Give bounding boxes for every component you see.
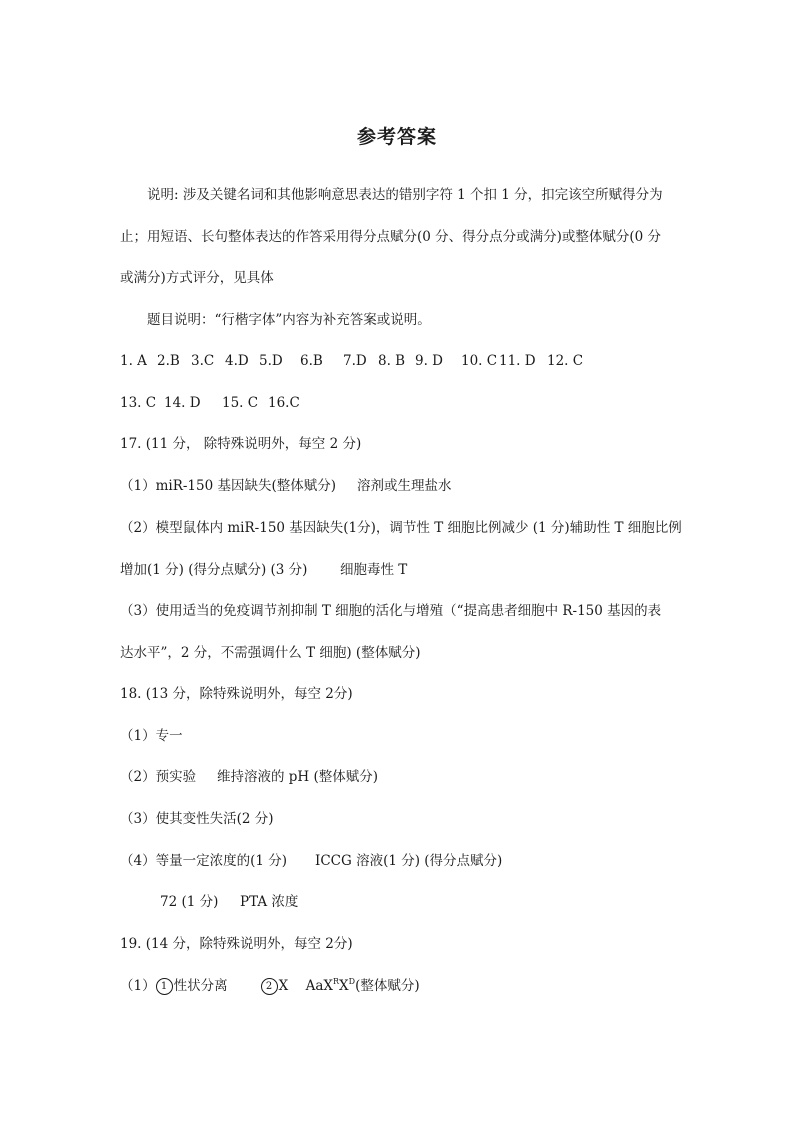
mc-answer: 15. C bbox=[222, 395, 259, 411]
genotype-superscript: D bbox=[348, 977, 356, 986]
genotype-base: AaX bbox=[305, 978, 334, 994]
answer-text: （2）预实验 bbox=[120, 769, 197, 785]
q17-part-3-line-2: 达水平”，2 分，不需强调什么 T 细胞) (整体赋分) bbox=[120, 645, 421, 661]
note-line-2: 止；用短语、长句整体表达的作答采用得分点赋分(0 分、得分点分或满分)或整体赋分(0 分 bbox=[120, 229, 662, 245]
mc-answer: 13. C bbox=[120, 395, 157, 411]
q17-heading: 17. (11 分， 除特殊说明外，每空 2 分) bbox=[120, 436, 362, 452]
q18-heading: 18. (13 分，除特殊说明外，每空 2分) bbox=[120, 686, 353, 702]
page-title: 参考答案 bbox=[356, 126, 437, 148]
q17-part-2-line-2 bbox=[120, 561, 407, 579]
mc-answer: 2.B bbox=[157, 353, 180, 369]
mc-answer: 12. C bbox=[547, 353, 584, 369]
answer-text: 细胞毒性 T bbox=[340, 562, 408, 578]
answer-text: 溶剂或生理盐水 bbox=[357, 478, 452, 494]
mc-answer: 7.D bbox=[343, 353, 367, 369]
mc-answer: 16.C bbox=[268, 395, 300, 411]
answer-text: （4）等量一定浓度的(1 分) bbox=[120, 853, 288, 869]
q19-part-1 bbox=[120, 977, 420, 995]
mc-answer: 1. A bbox=[120, 353, 147, 369]
q18-part-4-continued bbox=[160, 893, 298, 911]
q18-part-2 bbox=[120, 768, 378, 786]
q17-part-1 bbox=[120, 477, 452, 495]
circled-number-1: 1 bbox=[156, 978, 173, 995]
mc-row-2 bbox=[120, 394, 300, 412]
mc-answer: 6.B bbox=[300, 353, 323, 369]
q17-part-3-line-1: （3）使用适当的免疫调节剂抑制 T 细胞的活化与增殖（“提高患者细胞中 R-150 基因的表 bbox=[120, 603, 662, 619]
mc-answer: 9. D bbox=[415, 353, 443, 369]
answer-text: X bbox=[278, 978, 289, 994]
q18-part-3: （3）使其变性失活(2 分) bbox=[120, 811, 274, 827]
mc-answer: 8. B bbox=[378, 353, 406, 369]
genotype-superscript: R bbox=[333, 977, 340, 986]
mc-answer: 10. C bbox=[461, 353, 498, 369]
q18-part-4 bbox=[120, 852, 502, 870]
mc-row-1 bbox=[120, 352, 583, 370]
mc-answer: 3.C bbox=[191, 353, 215, 369]
mc-answer: 5.D bbox=[259, 353, 283, 369]
answer-text: （1）miR-150 基因缺失(整体赋分) bbox=[120, 478, 337, 494]
note-line-4: 题目说明：“行楷字体”内容为补充答案或说明。 bbox=[147, 312, 431, 328]
answer-text: ICCG 溶液(1 分) (得分点赋分) bbox=[315, 853, 503, 869]
q17-part-2-line-1: （2）模型鼠体内 miR-150 基因缺失(1分)，调节性 T 细胞比例减少 (1 分)辅助性 T 细胞比例 bbox=[120, 520, 682, 536]
part-prefix: （1） bbox=[120, 978, 156, 994]
answer-note: (整体赋分) bbox=[355, 978, 420, 994]
mc-answer: 4.D bbox=[225, 353, 249, 369]
mc-answer: 11. D bbox=[499, 353, 536, 369]
answer-text: 增加(1 分) (得分点赋分) (3 分) bbox=[120, 562, 308, 578]
answer-text: 72 (1 分) bbox=[160, 894, 219, 910]
circled-number-2: 2 bbox=[261, 978, 278, 995]
answer-text: 维持溶液的 pH (整体赋分) bbox=[217, 769, 379, 785]
note-line-1: 说明: 涉及关键名词和其他影响意思表达的错别字符 1 个扣 1 分，扣完该空所赋得分为 bbox=[147, 187, 663, 203]
answer-text: PTA 浓度 bbox=[240, 894, 299, 910]
mc-answer: 14. D bbox=[164, 395, 201, 411]
genotype bbox=[306, 978, 420, 994]
note-line-3: 或满分)方式评分，见具体 bbox=[120, 270, 274, 286]
q18-part-1: （1）专一 bbox=[120, 728, 183, 744]
answer-text: 性状分离 bbox=[173, 978, 228, 994]
q19-heading: 19. (14 分，除特殊说明外，每空 2分) bbox=[120, 936, 353, 952]
genotype-base: X bbox=[339, 978, 349, 994]
